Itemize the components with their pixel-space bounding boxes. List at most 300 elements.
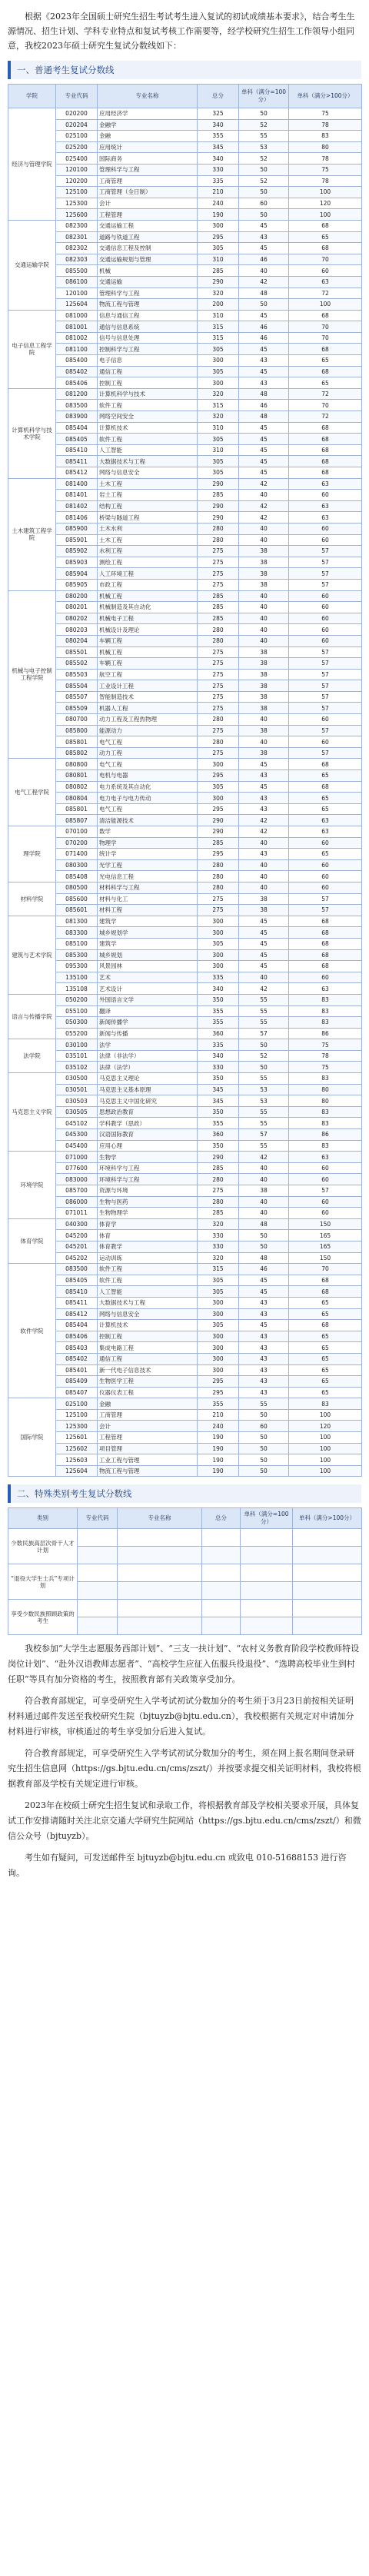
- cell-single-over-100: 100: [289, 1465, 362, 1477]
- table-row: [8, 1084, 362, 1095]
- table-row: [8, 1564, 362, 1582]
- header-total: 总分: [202, 1508, 241, 1529]
- cell-code: 085406: [56, 1331, 98, 1342]
- cell-single-100: 55: [239, 1005, 289, 1017]
- cell-single-100: 52: [239, 153, 289, 165]
- cell-single-100: 38: [239, 691, 289, 703]
- cell-single-100: 43: [239, 1387, 289, 1398]
- cell-code: 082300: [56, 220, 98, 231]
- cell-single-over-100: 65: [289, 1297, 362, 1308]
- cell-total: 355: [198, 131, 239, 142]
- header-major: 专业名称: [118, 1508, 202, 1529]
- cell-single-over-100: 86: [289, 1129, 362, 1141]
- cell-single-over-100: 65: [289, 803, 362, 815]
- table-row: [8, 321, 362, 333]
- header-major: 专业名称: [98, 85, 198, 108]
- cell-major: 机械: [98, 265, 198, 277]
- cell-major: 建筑学: [98, 938, 198, 949]
- cell-code: 120200: [56, 175, 98, 187]
- table-row: [8, 198, 362, 209]
- cell-code: 030500: [56, 1073, 98, 1085]
- cell-major: 电气工程: [98, 736, 198, 748]
- table-row: [8, 983, 362, 995]
- table-row: [8, 1050, 362, 1062]
- cell-code: 085300: [56, 949, 98, 961]
- cell-single-100: 40: [239, 1174, 289, 1185]
- cell-single-100: [241, 1529, 293, 1547]
- cell-single-over-100: 68: [289, 344, 362, 355]
- cell-major: 结构工程: [98, 500, 198, 512]
- cell-total: 345: [198, 1084, 239, 1095]
- table-row: [8, 478, 362, 490]
- cell-major: 测绘工程: [98, 557, 198, 568]
- table-row: [8, 119, 362, 131]
- cell-single-100: 45: [239, 434, 289, 445]
- table-row: [8, 557, 362, 568]
- cell-major: 计算机科学与技术: [98, 388, 198, 400]
- cell-single-over-100: 65: [289, 1353, 362, 1364]
- cell-major: 新一代电子信息技术: [98, 1364, 198, 1376]
- cell-major: 集成电路工程: [98, 1342, 198, 1354]
- cell-code: 080300: [56, 859, 98, 871]
- cell-major: 岩土工程: [98, 490, 198, 501]
- cell-total: 310: [198, 254, 239, 265]
- cell-single-over-100: 63: [289, 276, 362, 288]
- cell-college: 法学院: [8, 1039, 56, 1073]
- cell-single-over-100: 68: [289, 949, 362, 961]
- cell-total: [202, 1600, 241, 1617]
- cell-total: 275: [198, 579, 239, 590]
- cell-college: 马克思主义学院: [8, 1073, 56, 1152]
- cell-single-over-100: 100: [289, 1443, 362, 1454]
- cell-code: 045300: [56, 1129, 98, 1141]
- cell-single-100: 40: [239, 590, 289, 602]
- cell-total: 305: [198, 1320, 239, 1331]
- cell-major: 工商管理: [98, 175, 198, 187]
- cell-major: 物流工程与管理: [98, 299, 198, 311]
- cell-single-100: 42: [239, 276, 289, 288]
- cell-code: 085502: [56, 658, 98, 670]
- cell-single-100: 42: [239, 983, 289, 995]
- cell-single-100: [241, 1564, 293, 1582]
- cell-single-100: 46: [239, 1264, 289, 1275]
- cell-single-over-100: 150: [289, 1252, 362, 1264]
- table-row: [8, 613, 362, 624]
- cell-major: 电机与电器: [98, 770, 198, 782]
- cell-total: 275: [198, 747, 239, 759]
- cell-total: 275: [198, 669, 239, 680]
- table-header-row: [8, 85, 362, 108]
- cell-code: 125601: [56, 1432, 98, 1444]
- cell-total: 275: [198, 905, 239, 916]
- cell-code: 083300: [56, 927, 98, 939]
- cell-code: 045201: [56, 1241, 98, 1252]
- cell-total: 350: [198, 1106, 239, 1118]
- notes-block: [8, 1641, 361, 1844]
- cell-code: 125300: [56, 1421, 98, 1432]
- cell-major: 环境科学与工程: [98, 1162, 198, 1174]
- cell-total: 300: [198, 220, 239, 231]
- table-row: [8, 355, 362, 367]
- cell-single-100: 60: [239, 1421, 289, 1432]
- cell-code: 030505: [56, 1106, 98, 1118]
- cell-single-over-100: 68: [289, 467, 362, 479]
- cell-code: 071000: [56, 1152, 98, 1163]
- table-row: [8, 994, 362, 1005]
- table-row: [8, 500, 362, 512]
- cell-single-100: 40: [239, 602, 289, 613]
- cell-single-over-100: 68: [289, 243, 362, 254]
- cell-major: 土木工程: [98, 478, 198, 490]
- cell-single-over-100: 57: [289, 658, 362, 670]
- cell-single-100: 48: [239, 388, 289, 400]
- cell-single-100: 38: [239, 658, 289, 670]
- cell-single-over-100: 65: [289, 849, 362, 860]
- cell-total: 355: [198, 1398, 239, 1410]
- cell-total: 315: [198, 332, 239, 344]
- cell-single-over-100: 165: [289, 1241, 362, 1252]
- cell-code: 081001: [56, 321, 98, 333]
- cell-single-100: 50: [239, 1454, 289, 1466]
- cell-single-100: 45: [239, 1275, 289, 1286]
- cell-major: 土木水利: [98, 523, 198, 534]
- cell-total: 305: [198, 1286, 239, 1298]
- cell-major: 马克思主义基本原理: [98, 1084, 198, 1095]
- cell-code: 085509: [56, 703, 98, 714]
- table-row: [8, 1039, 362, 1051]
- cell-single-100: 45: [239, 220, 289, 231]
- cell-college: 经济与管理学院: [8, 108, 56, 221]
- cell-single-over-100: 57: [289, 1185, 362, 1197]
- cell-single-over-100: 57: [289, 747, 362, 759]
- cell-single-over-100: 72: [289, 388, 362, 400]
- cell-single-over-100: 100: [289, 1432, 362, 1444]
- cell-total: 320: [198, 288, 239, 299]
- cell-college: 享受少数民族照顾政策的考生: [8, 1600, 78, 1635]
- header-category: 类别: [8, 1508, 78, 1529]
- cell-major: 动力工程: [98, 747, 198, 759]
- cell-single-over-100: 100: [289, 187, 362, 198]
- cell-single-100: 40: [239, 490, 289, 501]
- table-row: [8, 1421, 362, 1432]
- cell-major: 城乡规划: [98, 949, 198, 961]
- cell-major: 马克思主义理论: [98, 1073, 198, 1085]
- cell-total: 315: [198, 1264, 239, 1275]
- cell-code: 085902: [56, 546, 98, 557]
- cell-college: 计算机科学与技术学院: [8, 388, 56, 478]
- cell-single-100: 50: [239, 299, 289, 311]
- cell-total: 300: [198, 1331, 239, 1342]
- cell-total: 335: [198, 175, 239, 187]
- cell-code: 085400: [56, 355, 98, 367]
- cell-single-over-100: [293, 1547, 362, 1564]
- cell-single-100: 40: [239, 624, 289, 636]
- cell-total: 310: [198, 444, 239, 456]
- table-row: [8, 141, 362, 153]
- table-row: [8, 546, 362, 557]
- cell-major: 软件工程: [98, 1275, 198, 1286]
- cell-total: 300: [198, 759, 239, 770]
- cell-single-100: 45: [239, 422, 289, 434]
- cell-code: 085402: [56, 1353, 98, 1364]
- cell-major: 控制工程: [98, 377, 198, 389]
- cell-code: 086000: [56, 1196, 98, 1208]
- cell-code: 050300: [56, 1017, 98, 1029]
- cell-major: 工程管理: [98, 209, 198, 221]
- cell-major: 工商管理（全日制）: [98, 187, 198, 198]
- cell-code: 080200: [56, 590, 98, 602]
- cell-major: [118, 1600, 202, 1617]
- table-row: [8, 411, 362, 423]
- cell-college: 电气工程学院: [8, 759, 56, 826]
- table-row: [8, 288, 362, 299]
- table-row: [8, 276, 362, 288]
- cell-code: 085402: [56, 366, 98, 377]
- cell-college: 土木建筑工程学院: [8, 478, 56, 590]
- table-row: [8, 220, 362, 231]
- cell-total: 340: [198, 1050, 239, 1062]
- cell-total: 345: [198, 141, 239, 153]
- table-row: [8, 265, 362, 277]
- cell-single-100: 38: [239, 557, 289, 568]
- cell-major: 材料工程: [98, 905, 198, 916]
- table-row: [8, 1264, 362, 1275]
- cell-major: 机械电子工程: [98, 613, 198, 624]
- table-row: [8, 590, 362, 602]
- cell-single-over-100: 60: [289, 602, 362, 613]
- cell-code: 081000: [56, 310, 98, 321]
- cell-college: 建筑与艺术学院: [8, 916, 56, 994]
- cell-single-100: 46: [239, 400, 289, 411]
- cell-code: 025100: [56, 131, 98, 142]
- cell-total: 330: [198, 1230, 239, 1241]
- cell-total: 350: [198, 994, 239, 1005]
- cell-total: 335: [198, 1039, 239, 1051]
- cell-total: 295: [198, 231, 239, 243]
- cell-college: 语言与传播学院: [8, 994, 56, 1039]
- cell-code: [78, 1547, 118, 1564]
- cell-total: 290: [198, 815, 239, 826]
- cell-total: 340: [198, 983, 239, 995]
- cell-major: 计算机技术: [98, 1320, 198, 1331]
- cell-major: 外国语言文学: [98, 994, 198, 1005]
- cell-code: 085905: [56, 579, 98, 590]
- cell-single-100: 40: [239, 1162, 289, 1174]
- cell-total: 305: [198, 344, 239, 355]
- cell-code: 085410: [56, 444, 98, 456]
- cell-single-over-100: 70: [289, 321, 362, 333]
- cell-single-100: 55: [239, 1398, 289, 1410]
- table-row: [8, 725, 362, 736]
- cell-total: 295: [198, 803, 239, 815]
- cell-single-100: 60: [239, 198, 289, 209]
- cell-total: 360: [198, 1028, 239, 1039]
- cell-total: 360: [198, 1129, 239, 1141]
- cell-single-100: 40: [239, 635, 289, 646]
- cell-single-100: 52: [239, 1050, 289, 1062]
- table-row: [8, 579, 362, 590]
- cell-major: [118, 1547, 202, 1564]
- cell-single-100: 45: [239, 310, 289, 321]
- cell-code: 085900: [56, 523, 98, 534]
- cell-total: 305: [198, 243, 239, 254]
- cell-single-100: 38: [239, 579, 289, 590]
- cell-single-over-100: 72: [289, 288, 362, 299]
- cell-code: 077600: [56, 1162, 98, 1174]
- cell-total: 305: [198, 456, 239, 467]
- table-row: [8, 972, 362, 983]
- cell-code: 080201: [56, 602, 98, 613]
- cell-single-over-100: 65: [289, 355, 362, 367]
- cell-major: 光学工程: [98, 859, 198, 871]
- cell-single-over-100: 63: [289, 1152, 362, 1163]
- cell-code: 085501: [56, 646, 98, 658]
- table-header-row: [8, 1508, 362, 1529]
- cell-single-over-100: 65: [289, 1342, 362, 1354]
- cell-total: 190: [198, 1432, 239, 1444]
- cell-single-over-100: 60: [289, 972, 362, 983]
- cell-single-over-100: 68: [289, 444, 362, 456]
- cell-major: 新闻与传播: [98, 1028, 198, 1039]
- cell-total: 280: [198, 624, 239, 636]
- intro-paragraph: 根据《2023年全国硕士研究生招生考试考生进入复试的初试成绩基本要求》，结合考生生源情况、招生计划、学科专业特点和复试考核工作需要等，经学校研究生招生工作领导小组同意，我校2023年硕士研究生复试分数线如下：: [8, 12, 355, 51]
- table-row: [8, 1432, 362, 1444]
- cell-code: 080802: [56, 781, 98, 793]
- table-row: [8, 108, 362, 120]
- cell-code: 030100: [56, 1039, 98, 1051]
- cell-college: 少数民族高层次骨干人才计划: [8, 1529, 78, 1564]
- cell-code: 082303: [56, 254, 98, 265]
- cell-total: 355: [198, 1118, 239, 1129]
- table-row: [8, 837, 362, 849]
- table-row: [8, 153, 362, 165]
- cell-major: 人工智能: [98, 444, 198, 456]
- cell-single-over-100: 150: [289, 1218, 362, 1230]
- cell-code: 080800: [56, 759, 98, 770]
- cell-code: 120100: [56, 164, 98, 175]
- cell-major: 水利工程: [98, 546, 198, 557]
- table-row: [8, 759, 362, 770]
- note-paragraph: 我校参加“大学生志愿服务西部计划”、“三支一扶计划”、“农村义务教育阶段学校教师特设岗位计划”、“赴外汉语教师志愿者”、“高校学生应征入伍服兵役退役”、“选聘高校毕业生到村任职”等具有加分资格的考生，按照教育部有关政策享受加分。: [8, 1644, 360, 1685]
- cell-college: 软件学院: [8, 1264, 56, 1398]
- cell-code: 085403: [56, 1342, 98, 1354]
- cell-single-100: 43: [239, 1376, 289, 1388]
- cell-code: 125602: [56, 1443, 98, 1454]
- cell-total: 285: [198, 1162, 239, 1174]
- cell-single-100: 48: [239, 411, 289, 423]
- cell-total: 240: [198, 198, 239, 209]
- cell-single-100: 42: [239, 1152, 289, 1163]
- cell-code: 030501: [56, 1084, 98, 1095]
- cell-single-over-100: 120: [289, 198, 362, 209]
- cell-total: 300: [198, 927, 239, 939]
- table-row: [8, 1465, 362, 1477]
- cell-single-100: 43: [239, 1364, 289, 1376]
- cell-single-over-100: 63: [289, 500, 362, 512]
- cell-major: 光电信息工程: [98, 871, 198, 882]
- cell-major: 统计学: [98, 849, 198, 860]
- cell-major: 生物物理学: [98, 1208, 198, 1219]
- cell-major: 道路与铁道工程: [98, 231, 198, 243]
- cell-single-100: 57: [239, 1129, 289, 1141]
- cell-single-over-100: 57: [289, 646, 362, 658]
- cell-single-over-100: 68: [289, 927, 362, 939]
- cell-single-over-100: 68: [289, 220, 362, 231]
- cell-total: 305: [198, 781, 239, 793]
- cell-single-over-100: 83: [289, 1005, 362, 1017]
- cell-single-over-100: 57: [289, 691, 362, 703]
- cell-total: [202, 1529, 241, 1547]
- cell-total: 330: [198, 1062, 239, 1073]
- table-row: [8, 905, 362, 916]
- cell-total: 300: [198, 793, 239, 804]
- table-row: [8, 1443, 362, 1454]
- cell-single-100: 42: [239, 815, 289, 826]
- cell-single-over-100: 100: [289, 209, 362, 221]
- table-row: [8, 714, 362, 726]
- cell-total: 210: [198, 1409, 239, 1421]
- table-row: [8, 400, 362, 411]
- cell-code: 125100: [56, 1409, 98, 1421]
- cell-total: 290: [198, 276, 239, 288]
- table-row: [8, 1376, 362, 1388]
- cell-single-100: 40: [239, 972, 289, 983]
- cell-major: [118, 1529, 202, 1547]
- cell-single-100: 50: [239, 1039, 289, 1051]
- cell-single-100: 43: [239, 1297, 289, 1308]
- cell-major: 管理科学与工程: [98, 164, 198, 175]
- cell-code: 085404: [56, 422, 98, 434]
- cell-code: 045202: [56, 1252, 98, 1264]
- cell-single-100: 43: [239, 1353, 289, 1364]
- cell-code: 085412: [56, 467, 98, 479]
- cell-major: 市政工程: [98, 579, 198, 590]
- cell-total: 275: [198, 725, 239, 736]
- table-row: [8, 1297, 362, 1308]
- cell-single-100: 42: [239, 512, 289, 524]
- cell-code: 081200: [56, 388, 98, 400]
- cell-single-over-100: 60: [289, 523, 362, 534]
- cell-code: 085700: [56, 1185, 98, 1197]
- cell-major: 金融: [98, 1398, 198, 1410]
- cell-code: 085802: [56, 747, 98, 759]
- cell-single-over-100: 86: [289, 1028, 362, 1039]
- cell-single-over-100: 83: [289, 1073, 362, 1085]
- table-row: [8, 1185, 362, 1197]
- cell-total: 290: [198, 478, 239, 490]
- table-row: [8, 164, 362, 175]
- cell-college: 机械与电子控制工程学院: [8, 590, 56, 759]
- cell-total: 285: [198, 265, 239, 277]
- cell-single-over-100: [293, 1617, 362, 1635]
- table-row: [8, 961, 362, 972]
- cell-single-over-100: 63: [289, 478, 362, 490]
- cell-total: [202, 1547, 241, 1564]
- cell-major: 资源与环境: [98, 1185, 198, 1197]
- cell-single-over-100: 165: [289, 1230, 362, 1241]
- cell-total: 300: [198, 1308, 239, 1320]
- cell-college: 理学院: [8, 826, 56, 882]
- cell-single-over-100: 68: [289, 434, 362, 445]
- cell-major: 艺术设计: [98, 983, 198, 995]
- cell-total: 275: [198, 658, 239, 670]
- cell-total: 345: [198, 1095, 239, 1107]
- cell-single-100: 50: [239, 1432, 289, 1444]
- cell-single-over-100: 65: [289, 793, 362, 804]
- cell-single-100: 46: [239, 321, 289, 333]
- cell-code: 081401: [56, 490, 98, 501]
- cell-major: 城乡规划学: [98, 927, 198, 939]
